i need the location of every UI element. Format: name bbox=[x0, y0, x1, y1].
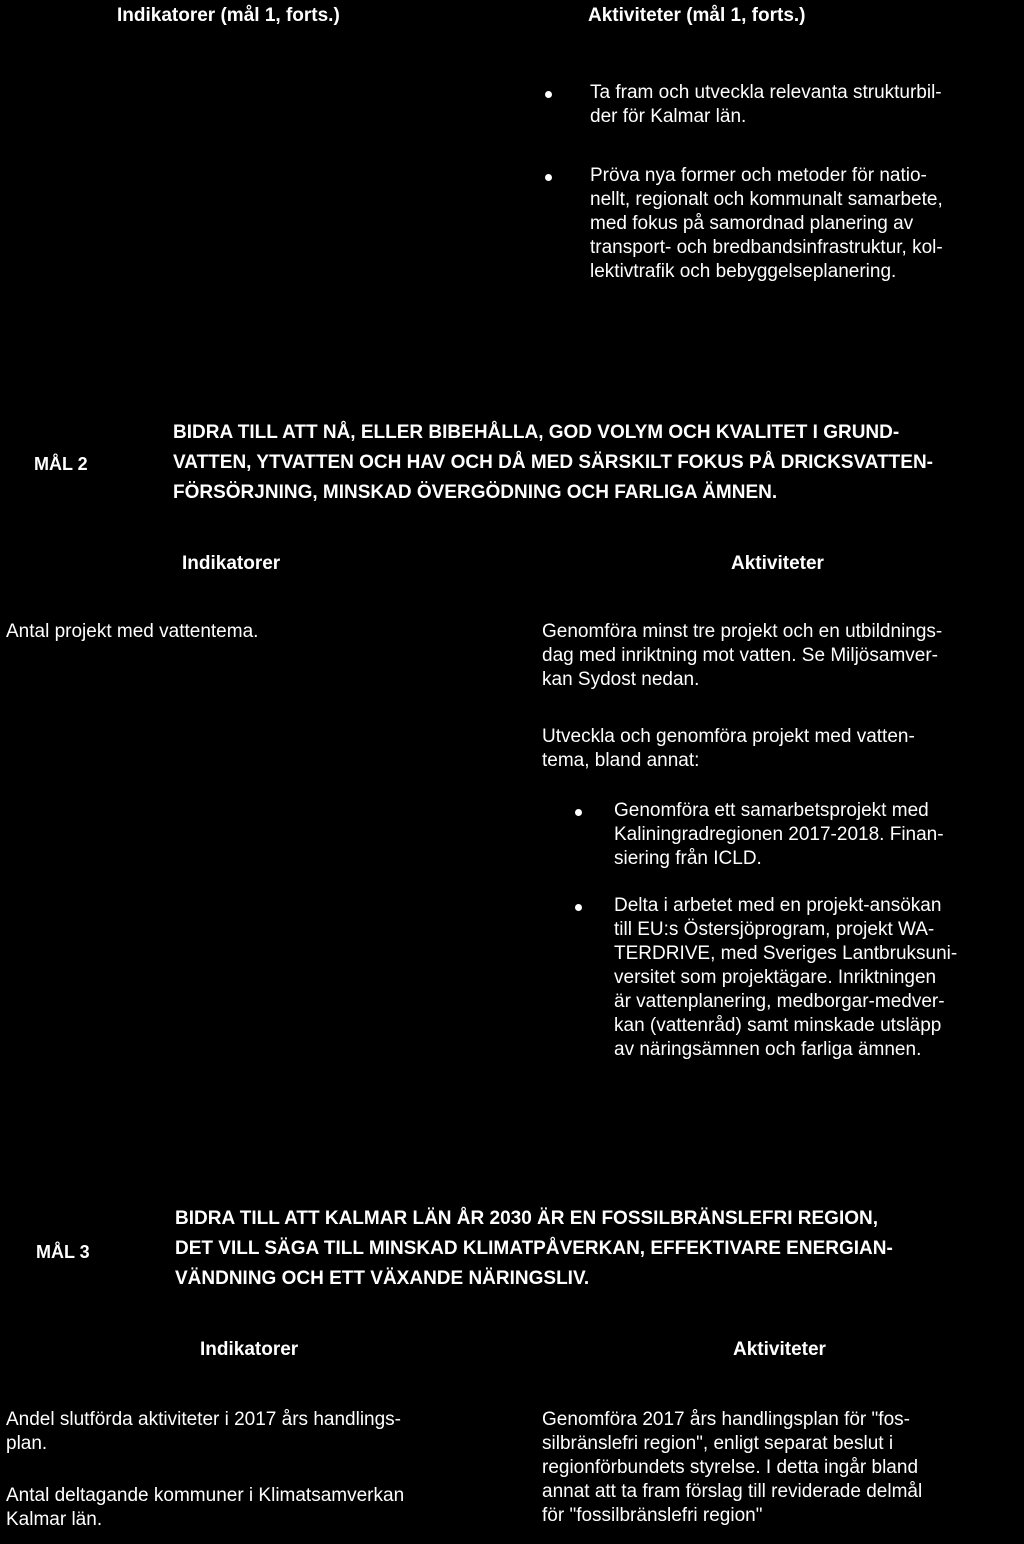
bullet-icon bbox=[575, 809, 582, 816]
bullet-text: Genomföra ett samarbetsprojekt med Kaliningradregionen 2017-2018. Finan- siering från ICLD. bbox=[614, 800, 944, 869]
indikatorer-continued-heading: Indikatorer (mål 1, forts.) bbox=[117, 5, 340, 26]
bullet-icon bbox=[545, 174, 552, 181]
goal-3-indikatorer-heading: Indikatorer bbox=[200, 1339, 299, 1360]
goal-2-title: BIDRA TILL ATT NÅ, ELLER BIBEHÅLLA, GOD VOLYM OCH KVALITET I GRUND- VATTEN, YTVATTEN OCH HAV OCH DÅ MED SÄRSKILT FOKUS PÅ DRICKSVATTEN- FÖRSÖRJNING, MINSKAD ÖVERGÖDNING OCH FARLIGA ÄMNEN. bbox=[173, 422, 933, 503]
goal-2-aktiviteter-heading: Aktiviteter bbox=[731, 553, 824, 574]
list-item bbox=[545, 164, 1015, 294]
bullet-icon bbox=[545, 91, 552, 98]
goal-3-label: MÅL 3 bbox=[36, 1242, 90, 1262]
aktiviteter-continued-heading: Aktiviteter (mål 1, forts.) bbox=[588, 5, 806, 26]
goal-2-activity-paragraph: Utveckla och genomföra projekt med vatten- tema, bland annat: bbox=[542, 726, 915, 771]
goal-2-activity-paragraph: Genomföra minst tre projekt och en utbildnings- dag med inriktning mot vatten. Se Miljösamver- kan Sydost nedan. bbox=[542, 621, 943, 690]
goal-3-title: BIDRA TILL ATT KALMAR LÄN ÅR 2030 ÄR EN FOSSILBRÄNSLEFRI REGION, DET VILL SÄGA TILL MINSKAD KLIMATPÅVERKAN, EFFEKTIVARE ENERGIAN- VÄNDNING OCH ETT VÄXANDE NÄRINGSLIV. bbox=[175, 1208, 893, 1289]
goal-3-indicator: Antal deltagande kommuner i Klimatsamverkan Kalmar län. bbox=[6, 1485, 405, 1530]
bullet-text: Pröva nya former och metoder för natio- nellt, regionalt och kommunalt samarbete, med fokus på samordnad planering av transport- och bredbandsinfrastruktur, kol- lektivtrafik och bebyggelseplanering. bbox=[590, 165, 943, 282]
goal-3-indicator: Andel slutförda aktiviteter i 2017 års handlings- plan. bbox=[6, 1409, 402, 1454]
list-item bbox=[575, 799, 1015, 877]
bullet-icon bbox=[575, 904, 582, 911]
bullet-text: Ta fram och utveckla relevanta strukturbil- der för Kalmar län. bbox=[590, 82, 942, 127]
list-item bbox=[545, 81, 1015, 135]
goal-3-activity-paragraph: Genomföra 2017 års handlingsplan för "fos- silbränslefri region", enligt separat beslut i regionförbundets styrelse. I detta ingår bland annat att ta fram förslag till reviderade delmål för "fossilbränslefri region" bbox=[542, 1409, 923, 1526]
goal-2-indicator: Antal projekt med vattentema. bbox=[6, 621, 259, 642]
list-item bbox=[575, 894, 1015, 1069]
goal-3-aktiviteter-heading: Aktiviteter bbox=[733, 1339, 826, 1360]
goal-2-label: MÅL 2 bbox=[34, 454, 88, 474]
bullet-text: Delta i arbetet med en projekt-ansökan till EU:s Östersjöprogram, projekt WA- TERDRIVE, med Sveriges Lantbruksuni- versitet som projektägare. Inriktningen är vattenplanering, medborgar-medver- kan (vattenråd) samt minskade utsläpp av näringsämnen och farliga ämnen. bbox=[614, 895, 958, 1060]
goal-2-indikatorer-heading: Indikatorer bbox=[182, 553, 281, 574]
